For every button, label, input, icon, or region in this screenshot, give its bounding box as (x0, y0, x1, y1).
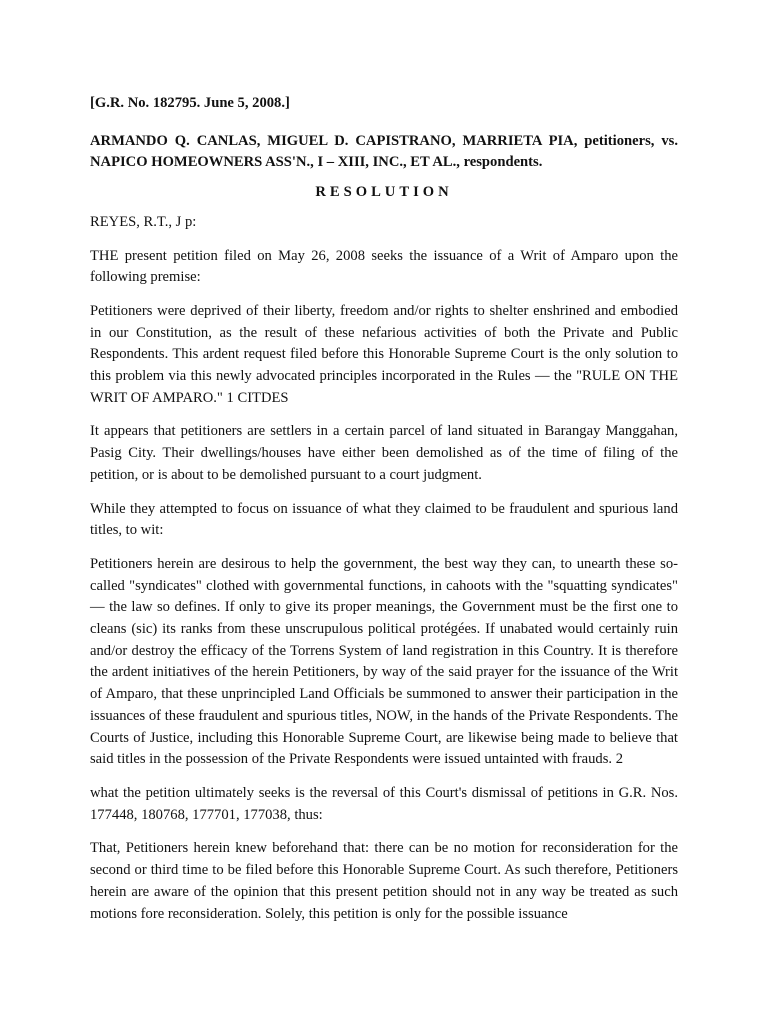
paragraph-5: Petitioners herein are desirous to help the government, the best way they can, to unearth these so-called "syndicates" clothed with governmental functions, in cahoots with the "squatting syndicates" — the law so defines. If only to give its proper meanings, the Government must be the first one to cleans (sic) its ranks from these unscrupulous political protégées. If unabated would certainly ruin and/or destroy the efficacy of the Torrens System of land registration in this Country. It is therefore the ardent initiatives of the herein Petitioners, by way of the said prayer for the issuance of the Writ of Amparo, that these unprincipled Land Officials be summoned to answer their participation in the issuances of these fraudulent and spurious titles, NOW, in the hands of the Private Respondents. The Courts of Justice, including this Honorable Supreme Court, are likewise being made to believe that said titles in the possession of the Private Respondents were issued untainted with frauds. 2 (90, 555, 678, 768)
paragraph-1: THE present petition filed on May 26, 2008 seeks the issuance of a Writ of Amparo upon the following premise: (90, 247, 678, 286)
paragraph-7: That, Petitioners herein knew beforehand that: there can be no motion for reconsideration for the second or third time to be filed before this Honorable Supreme Court. As such therefore, Petitioners herein are aware of the opinion that this present petition should not in any way be treated as such motions fore reconsideration. Solely, this petition is only for the possible issuance (90, 840, 678, 922)
paragraph-3: It appears that petitioners are settlers in a certain parcel of land situated in Barangay Manggahan, Pasig City. Their dwellings/houses have either been demolished as of the time of filing of the petition, or is about to be demolished pursuant to a court judgment. (90, 423, 678, 483)
case-number: [G.R. No. 182795. June 5, 2008.] (90, 95, 290, 111)
ponente-line: REYES, R.T., J p: (90, 213, 197, 230)
resolution-heading: RESOLUTION (315, 184, 453, 201)
case-parties: ARMANDO Q. CANLAS, MIGUEL D. CAPISTRANO, MARRIETA PIA, petitioners, vs. NAPICO HOMEOWNERS ASS'N., I – XIII, INC., ET AL., respondents. (90, 132, 678, 171)
document-page (90, 93, 678, 937)
paragraph-6: what the petition ultimately seeks is the reversal of this Court's dismissal of petitions in G.R. Nos. 177448, 180768, 177701, 177038, thus: (90, 784, 678, 823)
paragraph-2: Petitioners were deprived of their liberty, freedom and/or rights to shelter enshrined and embodied in our Constitution, as the result of these nefarious activities of both the Private and Public Respondents. This ardent request filed before this Honorable Supreme Court is the only solution to this problem via this newly advocated principles incorporated in the Rules — the "RULE ON THE WRIT OF AMPARO." 1 CITDES (90, 302, 678, 406)
paragraph-4: While they attempted to focus on issuance of what they claimed to be fraudulent and spurious land titles, to wit: (90, 500, 678, 539)
